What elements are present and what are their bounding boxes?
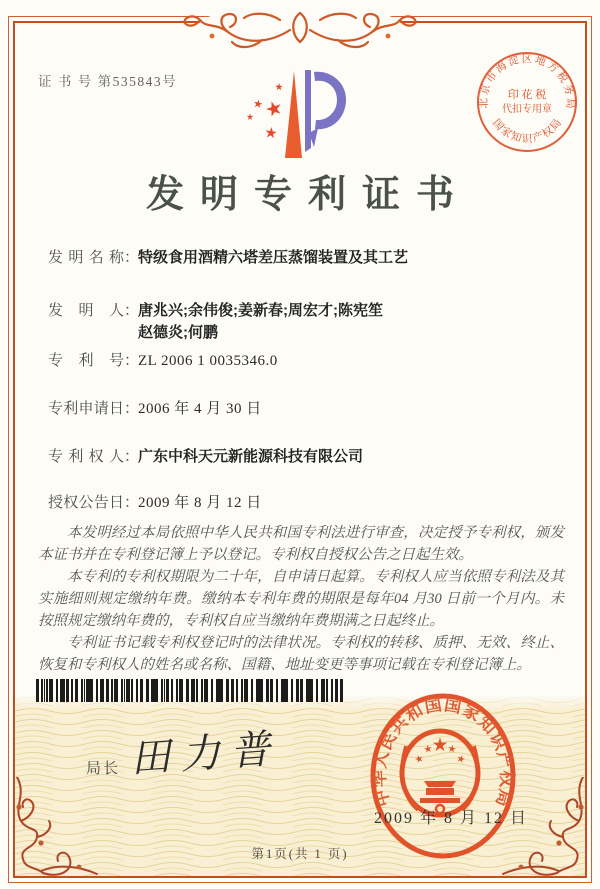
page-number-footer: 第1页(共 1 页) <box>251 847 349 861</box>
filing-date-row: 专利申请日：2006 年 4 月 30 日 <box>48 397 262 418</box>
stamp-seal-center-line1: 印 花 税 <box>507 89 547 101</box>
field-label: 专利申请日 <box>48 400 124 417</box>
field-label: 专利号 <box>48 352 124 369</box>
stamp-seal-center-line2: 代扣专用章 <box>502 104 552 115</box>
body-paragraph-1: 本发明经过本局依照中华人民共和国专利法进行审查，决定授予专利权，颁发本证书并在专利登记簿上予以登记。专利权自授权公告之日起生效。 <box>38 525 564 563</box>
field-value: ZL 2006 1 0035346.0 <box>138 353 278 369</box>
certificate-number: 证 书 号 第535843号 <box>38 74 178 89</box>
sipo-seal-arc-text: 中华人民共和国国家知识产权局 <box>369 695 517 809</box>
field-value: 2009 年 8 月 12 日 <box>138 495 262 511</box>
stamp-duty-seal <box>465 40 590 165</box>
field-value-line2: 赵德炎;何鹏 <box>138 324 218 341</box>
page-title: 发明专利证书 <box>145 174 470 216</box>
svg-text:国家知识产权局 <box>490 117 564 145</box>
inventors-row: 发明人：唐兆兴;余伟俊;姜新春;周宏才;陈宪笙 赵德炎;何鹏 <box>48 299 383 320</box>
field-label: 发明名称 <box>48 249 124 266</box>
field-value: 广东中科天元新能源科技有限公司 <box>138 448 364 465</box>
director-signature: 田力普 <box>128 725 282 782</box>
barcode <box>36 679 344 702</box>
field-label: 专利权人 <box>48 448 124 465</box>
seal-date: 2009 年 8 月 12 日 <box>374 810 529 827</box>
national-emblem-icon <box>402 731 478 815</box>
legal-body-text <box>38 522 564 676</box>
stamp-seal-arc-top: 北京市海淀区地方税务局 <box>478 54 576 109</box>
dragon-ornament-icon <box>140 2 460 54</box>
stamp-seal-arc-bottom: 国家知识产权局 <box>490 117 564 145</box>
body-paragraph-2: 本专利的专利权期限为二十年，自申请日起算。专利权人应当依照专利法及其实施细则规定缴纳年费。缴纳本专利年费的期限是每年04 月30 日前一个月内。未按照规定缴纳年费的，专利权自应当缴纳年费期满之日起终止。 <box>38 569 564 629</box>
patentee-row: 专利权人：广东中科天元新能源科技有限公司 <box>48 445 363 466</box>
grant-date-row: 授权公告日：2009 年 8 月 12 日 <box>48 491 262 512</box>
body-paragraph-3: 专利证书记载专利权登记时的法律状况。专利权的转移、质押、无效、终止、恢复和专利权人的姓名或名称、国籍、地址变更等事项记载在专利登记簿上。 <box>38 635 564 673</box>
field-label: 发明人 <box>48 302 124 319</box>
invention-name-row: 发明名称：特级食用酒精六塔差压蒸馏装置及其工艺 <box>48 246 408 267</box>
field-label: 授权公告日 <box>48 494 124 511</box>
sipo-official-seal <box>358 688 538 868</box>
corner-flourish-icon <box>11 777 121 877</box>
field-value: 2006 年 4 月 30 日 <box>138 401 262 417</box>
field-value: 特级食用酒精六塔差压蒸馏装置及其工艺 <box>138 249 409 266</box>
sipo-logo-icon <box>240 58 355 163</box>
patent-number-row: 专利号：ZL 2006 1 0035346.0 <box>48 349 278 370</box>
field-value: 唐兆兴;余伟俊;姜新春;周宏才;陈宪笙 <box>138 302 383 319</box>
director-label: 局长 <box>86 760 121 777</box>
